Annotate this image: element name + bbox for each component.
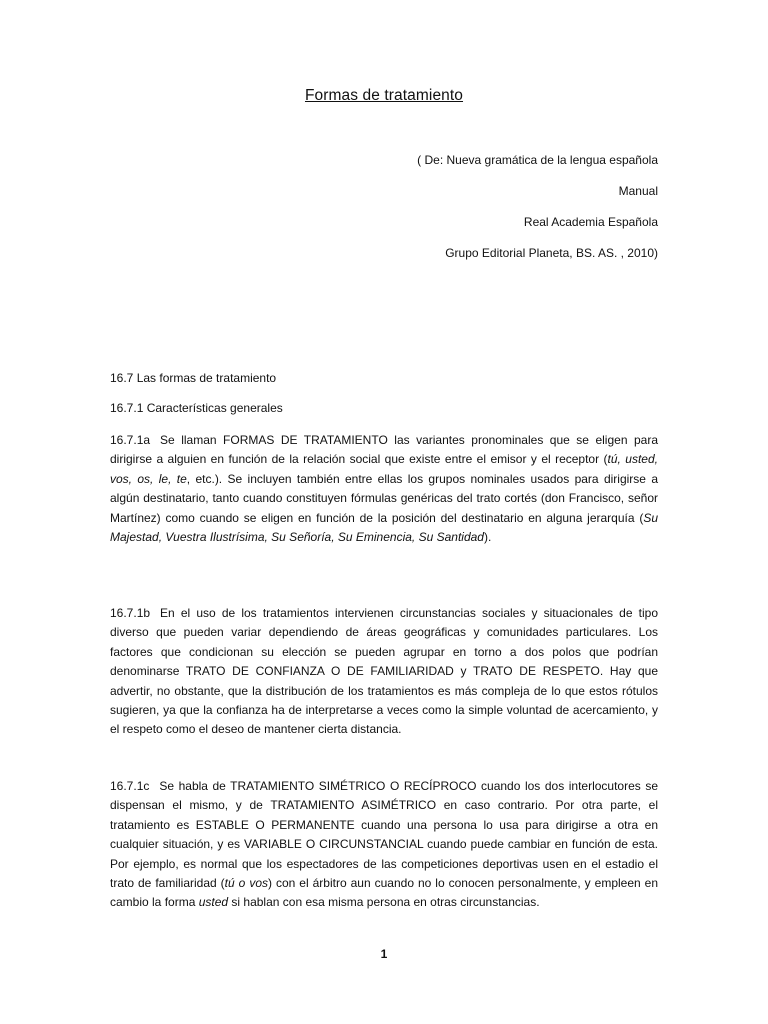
- subsection-heading: 16.7.1 Características generales: [110, 401, 283, 415]
- paragraph-body: [110, 779, 658, 909]
- paragraph-text: En el uso de los tratamientos intervienen circunstancias sociales y situacionales de tipo diverso que pueden variar dependiendo de áreas geográficas y comunidades particulares. Los factores que condicionan su elección se pueden agrupar en torno a dos polos que podrían denominarse TRATO DE CONFIANZA O DE FAMILIARIDAD y TRATO DE RESPETO. Hay que advertir, no obstante, que la distribución de los tratamientos es más compleja de lo que estos rótulos sugieren, ya que la confianza ha de interpretarse a veces como la simple voluntad de acercamiento, y el respeto como el deseo de mantener cierta distancia.: [110, 606, 658, 737]
- page-number: 1: [380, 947, 388, 961]
- paragraph-text: Se llaman FORMAS DE TRATAMIENTO las variantes pronominales que se eligen para dirigirse a alguien en función de la relación social que existe entre el emisor y el receptor (: [110, 433, 658, 467]
- section-heading: 16.7 Las formas de tratamiento: [110, 371, 277, 385]
- italic-text: tú, usted, vos, os, le, te: [110, 452, 658, 486]
- source-line-book: ( De: Nueva gramática de la lengua española: [417, 153, 658, 167]
- paragraph-text: si hablan con esa misma persona en otras circunstancias.: [228, 895, 540, 910]
- paragraph-16-7-1b: [110, 604, 658, 740]
- italic-text: usted: [198, 895, 229, 910]
- source-citation: [417, 152, 658, 276]
- paragraph-number: 16.7.1b: [110, 606, 151, 620]
- italic-text: tú o vos: [224, 876, 268, 891]
- document-title: Formas de tratamiento: [304, 87, 464, 104]
- italic-text: Su Majestad, Vuestra Ilustrísima, Su Señoría, Su Eminencia, Su Santidad: [110, 510, 658, 545]
- paragraph-text: ) con el árbitro aun cuando no lo conocen personalmente, y empleen en cambio la forma: [110, 876, 659, 910]
- paragraph-number: 16.7.1c: [110, 779, 150, 793]
- paragraph-text: , etc.). Se incluyen también entre ellas los grupos nominales usados para dirigirse a algún destinatario, tanto cuando constituyen fórmulas genéricas del trato cortés (don Francisco, señor Martínez) como cuando se eligen en función de la posición del destinatario en alguna jerarquía (: [110, 471, 659, 525]
- paragraph-16-7-1c: [110, 777, 658, 913]
- paragraph-text: Se habla de TRATAMIENTO SIMÉTRICO O RECÍPROCO cuando los dos interlocutores se dispensan el mismo, y de TRATAMIENTO ASIMÉTRICO en caso contrario. Por otra parte, el tratamiento es ESTABLE O PERMANENTE cuando una persona lo usa para dirigirse a otra en cualquier situación, y es VARIABLE O CIRCUNSTANCIAL cuando puede cambiar en función de esta. Por ejemplo, es normal que los espectadores de las competiciones deportivas usen en el estadio el trato de familiaridad (: [110, 779, 658, 891]
- source-line-publisher: Grupo Editorial Planeta, BS. AS. , 2010): [445, 246, 658, 260]
- paragraph-16-7-1a: [110, 431, 658, 547]
- paragraph-number: 16.7.1a: [110, 433, 151, 447]
- source-line-author: Real Academia Española: [523, 215, 658, 229]
- paragraph-text: ).: [483, 530, 492, 545]
- paragraph-body: [110, 606, 658, 736]
- paragraph-body: [110, 433, 658, 544]
- source-line-edition: Manual: [618, 184, 658, 198]
